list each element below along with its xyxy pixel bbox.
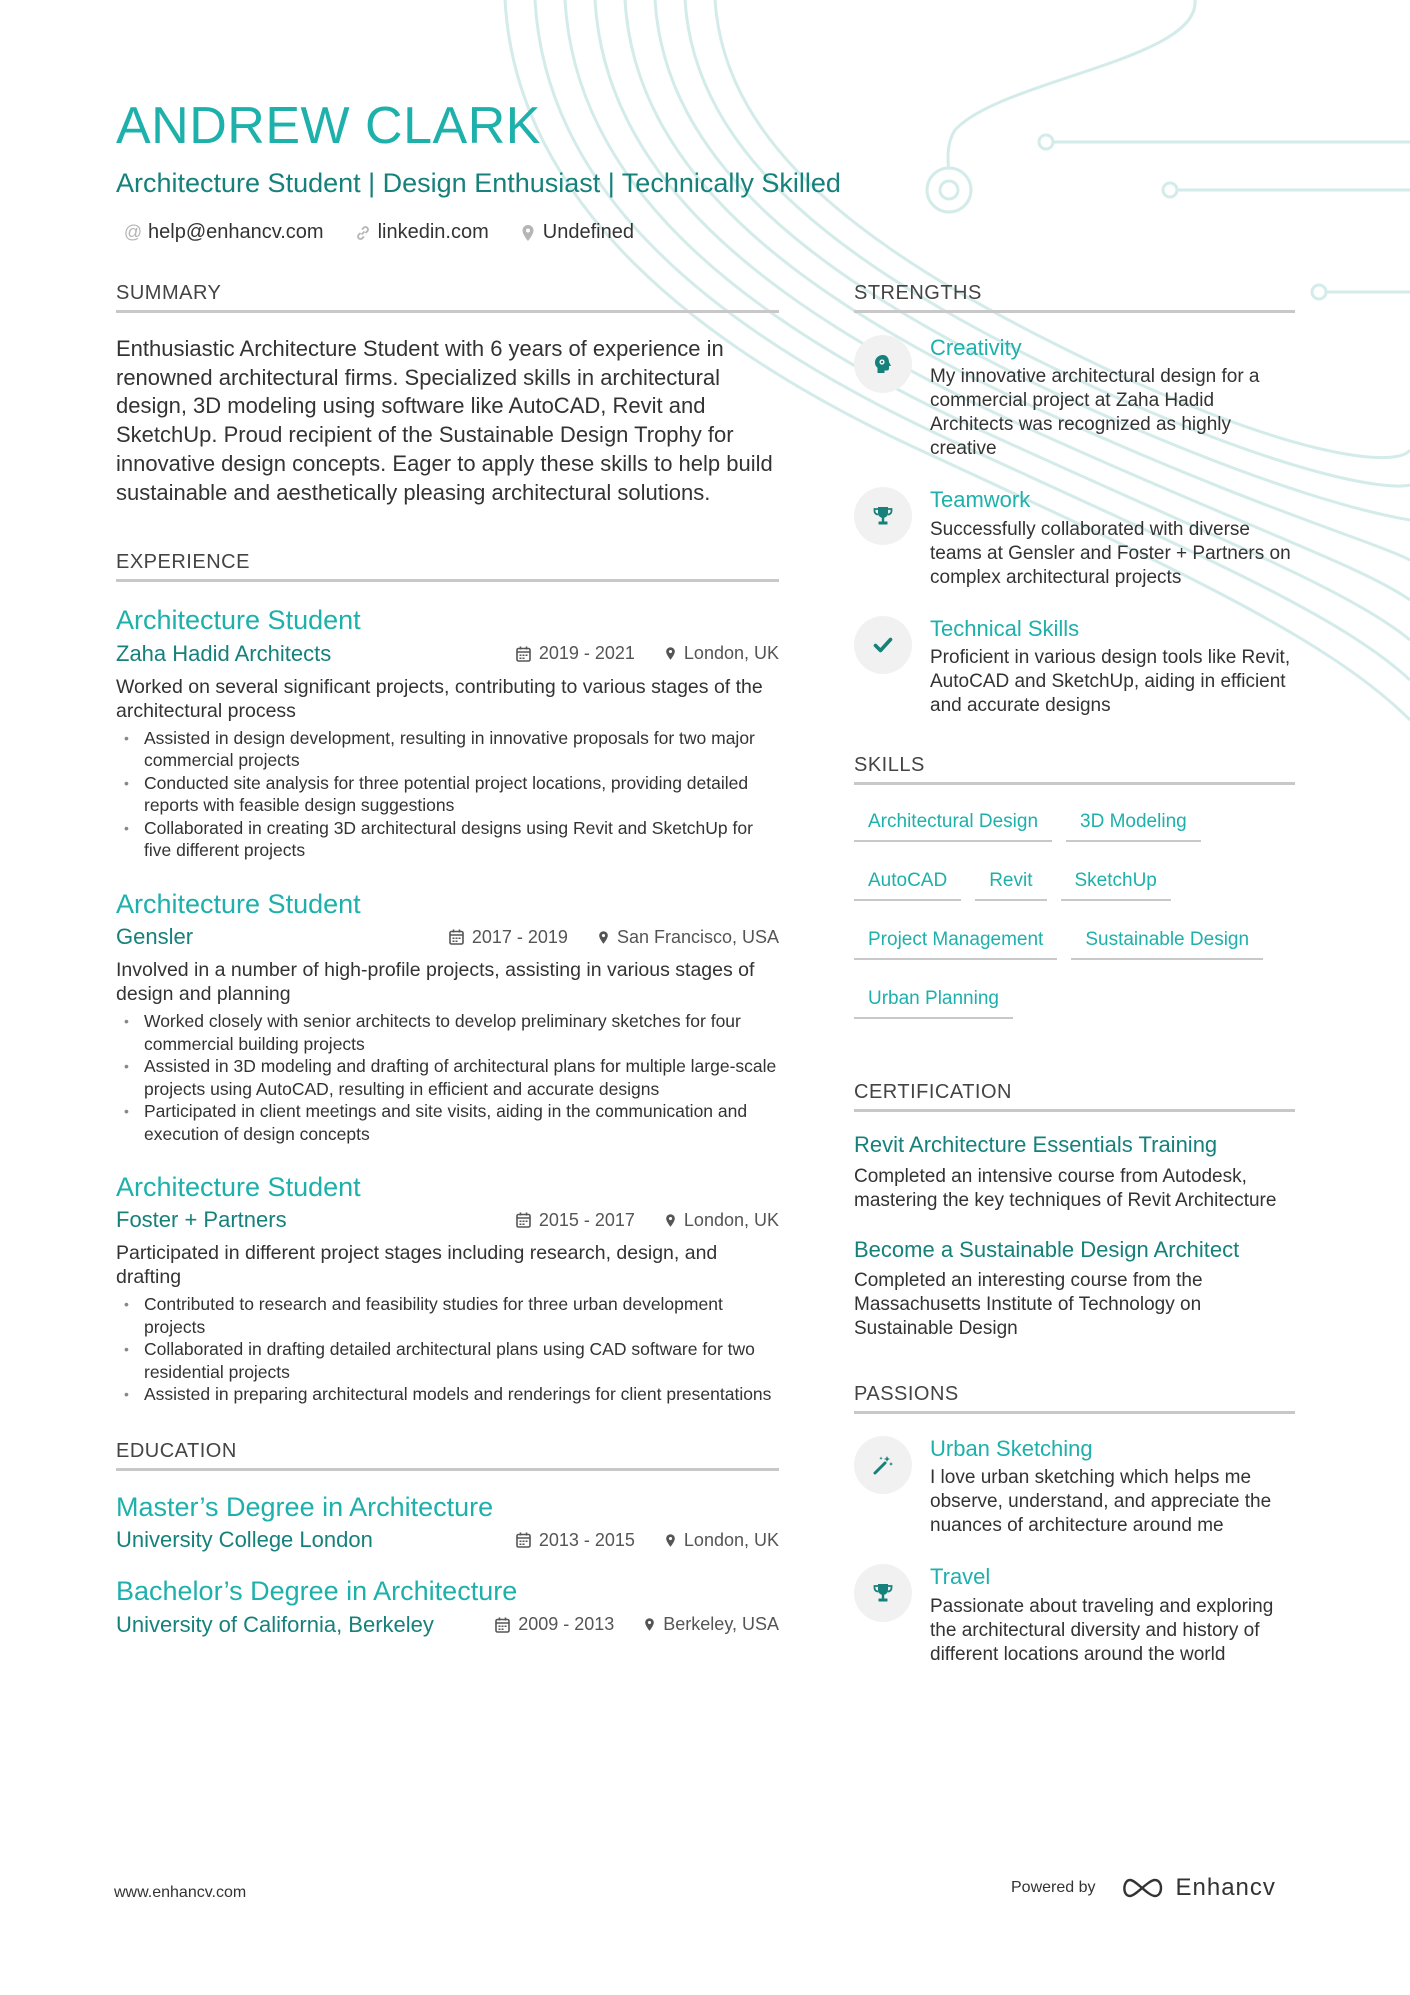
link-icon: [354, 225, 372, 241]
job-description: Involved in a number of high-profile projects, assisting in various stages of design and planning: [116, 959, 755, 1005]
certification-heading: CERTIFICATION: [854, 1081, 1295, 1112]
brain-icon: [854, 335, 912, 393]
experience-item: [116, 888, 779, 1145]
job-bullet: • Contributed to research and feasibility studies for three urban development projects: [116, 1293, 779, 1338]
right-column: [854, 282, 1295, 1693]
job-location: [598, 927, 779, 948]
job-bullet: • Assisted in preparing architectural models and renderings for client presentations: [116, 1383, 779, 1406]
strength-description: Successfully collaborated with diverse teams at Gensler and Foster + Partners on complex architectural projects: [930, 518, 1291, 588]
footer-website[interactable]: www.enhancv.com: [114, 1884, 247, 1901]
passions-heading: PASSIONS: [854, 1383, 1295, 1414]
resume-header: [116, 97, 1296, 244]
job-bullet: • Participated in client meetings and site visits, aiding in the communication and execution of design concepts: [116, 1100, 779, 1145]
job-meta-row: [116, 641, 779, 667]
experience-item: [116, 1171, 779, 1406]
strengths-list: [854, 335, 1295, 718]
calendar-icon: [516, 1532, 531, 1548]
strength-item: [854, 335, 1295, 461]
education-dates-text: 2013 - 2015: [538, 1529, 635, 1550]
skill-tag: Revit: [975, 864, 1046, 901]
job-bullets: [116, 1010, 779, 1145]
powered-by-label: Powered by: [1011, 1879, 1096, 1896]
job-bullet: • Assisted in design development, resulting in innovative proposals for two major commercial projects: [116, 727, 779, 772]
certification-title: Become a Sustainable Design Architect: [854, 1236, 1240, 1262]
school-name: University College London: [116, 1527, 373, 1553]
left-column: [116, 282, 779, 1660]
certification-list: [854, 1132, 1295, 1341]
job-location-text: San Francisco, USA: [616, 926, 779, 947]
education-meta: [516, 1530, 779, 1551]
strength-item: [854, 487, 1295, 589]
education-location-text: Berkeley, USA: [663, 1614, 779, 1635]
skill-tag: SketchUp: [1061, 864, 1171, 901]
contact-list: [116, 221, 1296, 244]
education-list: [116, 1491, 779, 1638]
job-meta: [516, 643, 779, 664]
experience-heading: EXPERIENCE: [116, 551, 779, 582]
education-item: [116, 1575, 779, 1637]
enhancv-logo-icon: [1120, 1877, 1166, 1899]
job-description: Worked on several significant projects, contributing to various stages of the architectural process: [116, 675, 763, 722]
education-meta-row: [116, 1527, 779, 1553]
calendar-icon: [495, 1617, 510, 1633]
passion-title: Travel: [930, 1564, 991, 1590]
education-location: [665, 1530, 779, 1551]
location-pin-icon: [644, 1617, 655, 1632]
job-bullets: [116, 1293, 779, 1406]
location-pin-icon: [598, 930, 609, 945]
education-meta: [495, 1614, 779, 1635]
job-meta: [449, 927, 779, 948]
skill-tag: Architectural Design: [854, 805, 1052, 842]
magic-wand-icon: [854, 1436, 912, 1494]
location-pin-icon: [519, 224, 537, 242]
location-pin-icon: [665, 646, 676, 661]
education-dates: [495, 1614, 614, 1635]
candidate-name: ANDREW CLARK: [116, 97, 541, 155]
job-dates: [516, 643, 635, 664]
candidate-tagline: Architecture Student | Design Enthusiast | Technically Skilled: [116, 168, 841, 198]
enhancv-logo-text: Enhancv: [1175, 1874, 1276, 1901]
job-description: Participated in different project stages including research, design, and drafting: [116, 1242, 718, 1289]
strength-title: Technical Skills: [930, 615, 1080, 641]
certification-item: [854, 1237, 1295, 1341]
job-bullet: • Assisted in 3D modeling and drafting of architectural plans for multiple large-scale projects using AutoCAD, resulting in efficient and accurate designs: [116, 1055, 779, 1100]
summary-heading: SUMMARY: [116, 282, 779, 313]
summary-text: Enthusiastic Architecture Student with 6 years of experience in renowned architectural firms. Specialized skills in architectural design, 3D modeling using software like AutoCAD, Revit and SketchUp. Proud recipient of the Sustainable Design Trophy for innovative design concepts. Eager to apply these skills to help build sustainable and aesthetically pleasing architectural solutions.: [116, 336, 773, 505]
contact-linkedin-text: linkedin.com: [377, 221, 489, 243]
education-item: [116, 1491, 779, 1553]
passions-list: [854, 1436, 1295, 1667]
skill-tag: Urban Planning: [854, 982, 1013, 1019]
trophy-icon: [854, 487, 912, 545]
job-location-text: London, UK: [683, 643, 779, 664]
contact-email[interactable]: [124, 221, 324, 244]
job-dates: [449, 927, 568, 948]
education-dates: [516, 1530, 635, 1551]
strength-description: Proficient in various design tools like Revit, AutoCAD and SketchUp, aiding in efficient and accurate designs: [930, 647, 1291, 717]
education-heading: EDUCATION: [116, 1440, 779, 1471]
strength-item: [854, 616, 1295, 718]
passion-description: Passionate about traveling and exploring the architectural diversity and history of different locations around the world: [930, 1595, 1274, 1665]
calendar-icon: [449, 929, 464, 945]
certification-item: [854, 1132, 1295, 1212]
job-title: Architecture Student: [116, 605, 361, 636]
company-name: Foster + Partners: [116, 1207, 287, 1233]
skill-tag: AutoCAD: [854, 864, 961, 901]
school-name: University of California, Berkeley: [116, 1611, 434, 1637]
education-location: [644, 1614, 779, 1635]
skills-heading: SKILLS: [854, 754, 1295, 785]
enhancv-logo[interactable]: [1120, 1874, 1276, 1902]
calendar-icon: [516, 646, 531, 662]
contact-location-text: Undefined: [542, 221, 634, 243]
company-name: Zaha Hadid Architects: [116, 640, 332, 666]
strength-title: Teamwork: [930, 487, 1031, 513]
job-title: Architecture Student: [116, 888, 361, 919]
job-dates: [516, 1210, 635, 1231]
education-meta-row: [116, 1612, 779, 1638]
job-dates-text: 2019 - 2021: [538, 643, 635, 664]
job-location-text: London, UK: [683, 1209, 779, 1230]
job-location: [665, 643, 779, 664]
certification-description: Completed an interesting course from the Massachusetts Institute of Technology on Sustainable Design: [854, 1269, 1203, 1339]
degree-title: Master’s Degree in Architecture: [116, 1491, 494, 1522]
location-pin-icon: [665, 1213, 676, 1228]
trophy-icon: [854, 1564, 912, 1622]
certification-title: Revit Architecture Essentials Training: [854, 1132, 1218, 1158]
job-meta-row: [116, 924, 779, 950]
job-bullets: [116, 727, 779, 862]
education-dates-text: 2009 - 2013: [518, 1614, 615, 1635]
checkmark-icon: [854, 616, 912, 674]
skills-list: [854, 805, 1295, 1019]
contact-email-text: help@enhancv.com: [148, 221, 324, 243]
passion-item: [854, 1436, 1295, 1538]
location-pin-icon: [665, 1533, 676, 1548]
job-dates-text: 2015 - 2017: [538, 1209, 635, 1230]
company-name: Gensler: [116, 924, 194, 949]
certification-description: Completed an intensive course from Autodesk, mastering the key techniques of Revit Architecture: [854, 1165, 1277, 1211]
job-dates-text: 2017 - 2019: [471, 926, 568, 947]
skill-tag: Sustainable Design: [1071, 923, 1263, 960]
education-location-text: London, UK: [683, 1529, 779, 1550]
at-icon: @: [123, 222, 143, 242]
footer-branding: [1011, 1874, 1276, 1902]
calendar-icon: [516, 1212, 531, 1228]
skill-tag: 3D Modeling: [1066, 805, 1201, 842]
passion-description: I love urban sketching which helps me observe, understand, and appreciate the nuances of architecture around me: [930, 1467, 1272, 1537]
experience-item: [116, 604, 779, 861]
contact-linkedin[interactable]: [354, 221, 489, 244]
job-title: Architecture Student: [116, 1172, 361, 1202]
strength-description: My innovative architectural design for a commercial project at Zaha Hadid Architects was recognized as highly creative: [930, 366, 1260, 460]
job-location: [665, 1210, 779, 1231]
skill-tag: Project Management: [854, 923, 1057, 960]
strengths-heading: STRENGTHS: [854, 282, 1295, 313]
job-bullet: • Collaborated in creating 3D architectural designs using Revit and SketchUp for five different projects: [116, 817, 779, 862]
strength-title: Creativity: [930, 335, 1022, 360]
job-meta-row: [116, 1207, 779, 1233]
job-bullet: • Conducted site analysis for three potential project locations, providing detailed reports with feasible design suggestions: [116, 772, 779, 817]
job-bullet: • Worked closely with senior architects to develop preliminary sketches for four commercial building projects: [116, 1010, 779, 1055]
passion-item: [854, 1564, 1295, 1666]
passion-title: Urban Sketching: [930, 1435, 1093, 1461]
job-bullet: • Collaborated in drafting detailed architectural plans using CAD software for two residential projects: [116, 1338, 779, 1383]
contact-location: [519, 221, 634, 244]
degree-title: Bachelor’s Degree in Architecture: [116, 1576, 518, 1607]
job-meta: [516, 1210, 779, 1231]
experience-list: [116, 604, 779, 1406]
